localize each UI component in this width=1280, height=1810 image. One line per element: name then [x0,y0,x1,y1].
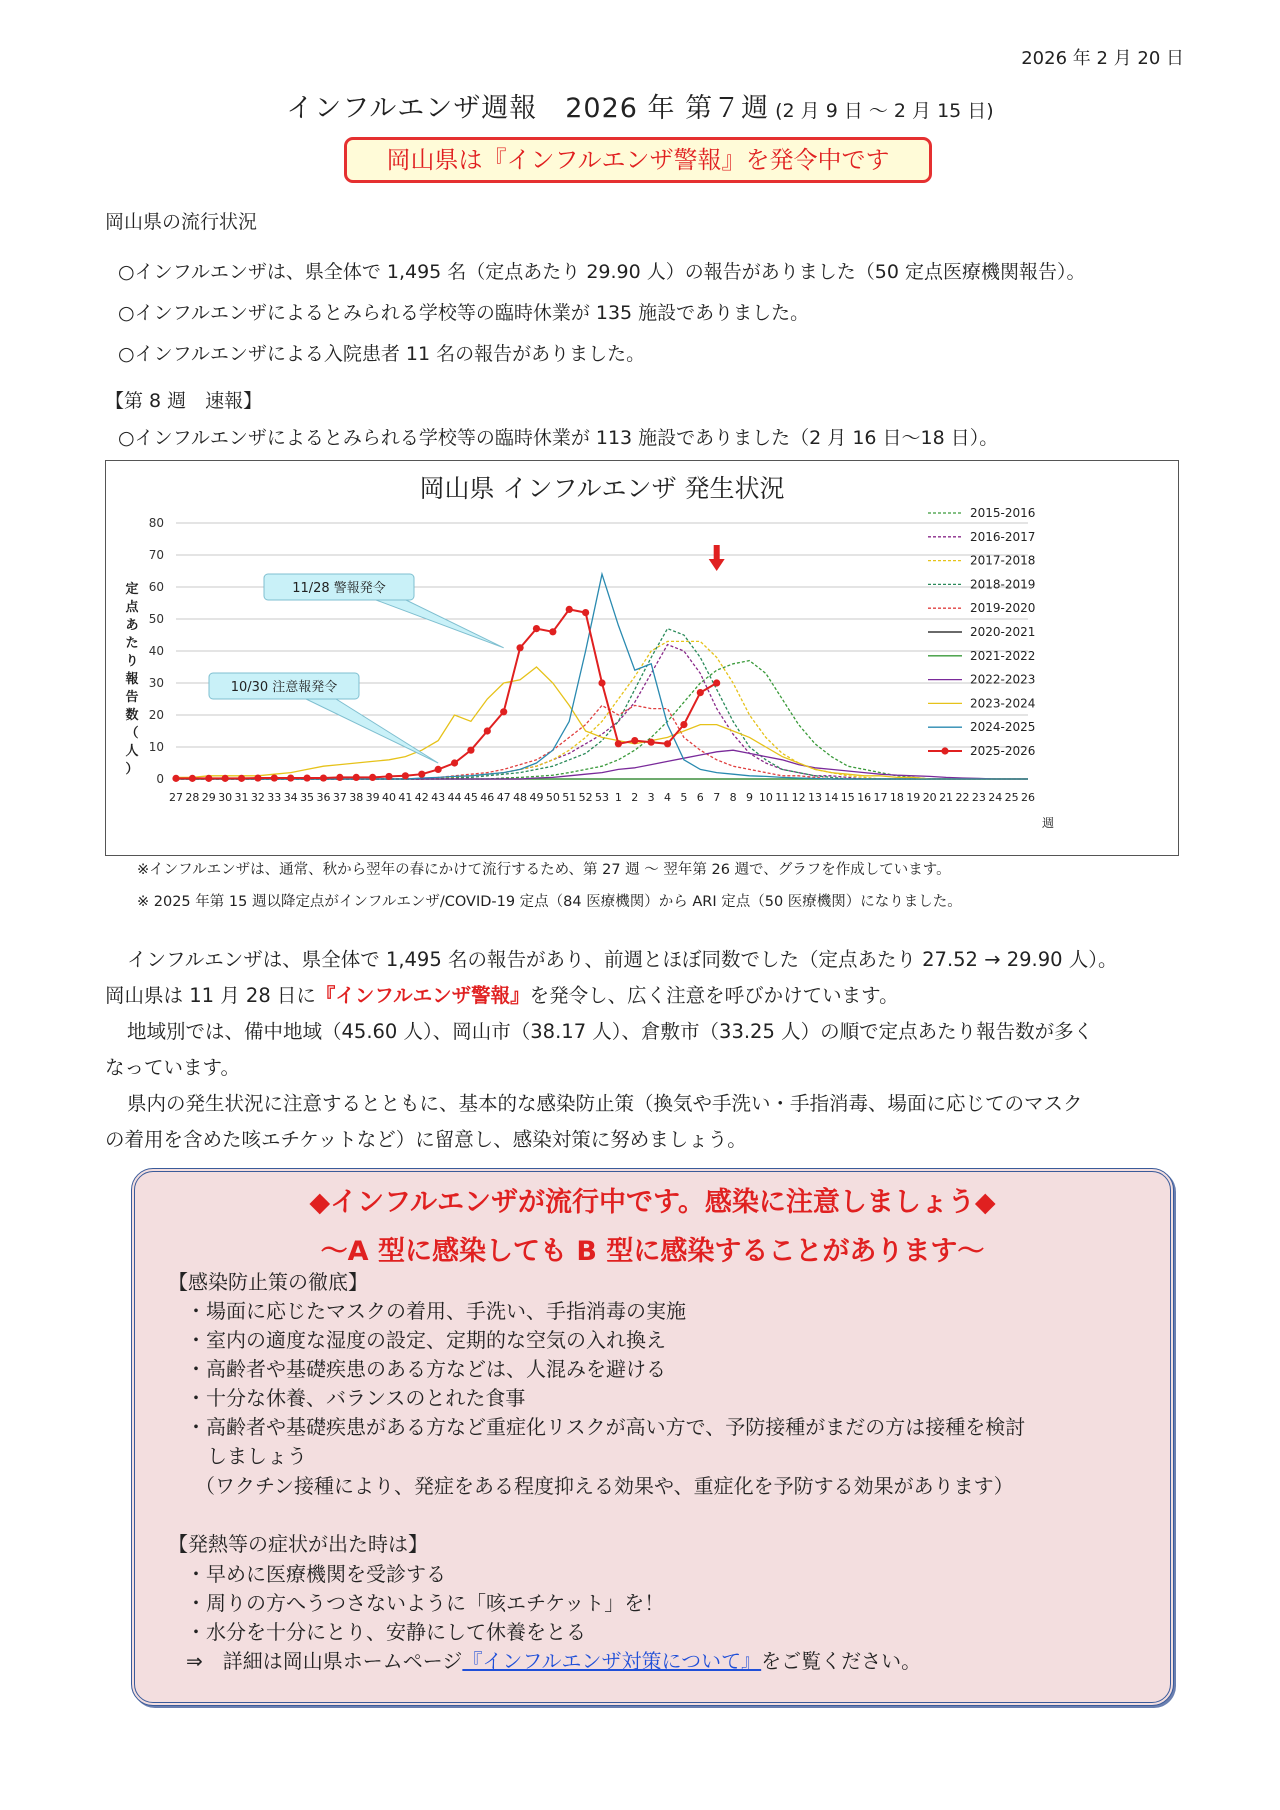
notice-box [131,1168,1174,1706]
influenza-measures-link[interactable]: 『インフルエンザ対策について』 [462,1649,762,1673]
title-period: (2 月 9 日 〜 2 月 15 日) [775,100,994,122]
legend-label: 2018-2019 [970,577,1036,592]
x-tick-label: 45 [463,791,478,804]
prevention-item: ・高齢者や基礎疾患がある方など重症化リスクが高い方で、予防接種がまだの方は接種を検討 [186,1415,1026,1439]
data-point-2025-2026 [287,774,294,781]
x-tick-label: 18 [889,791,904,804]
y-tick-label: 40 [148,644,164,658]
callout-tail [376,600,504,648]
warning-banner: 岡山県は『インフルエンザ警報』を発令中です [344,137,932,183]
callout-text: 10/30 注意報発令 [230,680,338,695]
y-axis-label-char: 点 [125,600,139,615]
x-tick-label: 14 [824,791,839,804]
legend-marker [941,747,948,754]
series-line-2019-2020 [176,705,1028,779]
summary-p1: インフルエンザは、県全体で 1,495 名の報告があり、前週とほぼ同数でした（定点あたり 27.52 → 29.90 人）。 [127,948,1118,971]
y-tick-label: 0 [156,772,164,786]
data-point-2025-2026 [402,772,409,779]
prevention-item: ・十分な休養、バランスのとれた食事 [186,1386,526,1410]
x-tick-label: 24 [988,791,1003,804]
alert-name: 『インフルエンザ警報』 [315,984,530,1007]
x-tick-label: 12 [791,791,806,804]
summary-p4a: 県内の発生状況に注意するとともに、基本的な感染防止策（換気や手洗い・手指消毒、場面に応じてのマスク [127,1092,1083,1115]
data-point-2025-2026 [566,606,573,613]
summary-p2-c: を発令し、広く注意を呼びかけています。 [529,984,899,1007]
x-tick-label: 11 [775,791,790,804]
x-tick-label: 21 [939,791,954,804]
flash-item: ○インフルエンザによるとみられる学校等の臨時休業が 113 施設でありました（2 月 16 日〜18 日）。 [118,427,999,449]
x-tick-label: 23 [971,791,986,804]
detail-line [186,1647,921,1676]
x-tick-label: 29 [201,791,216,804]
x-tick-label: 52 [578,791,593,804]
x-tick-label: 16 [857,791,872,804]
summary-text [105,942,1195,1158]
current-week-arrow-shaft [714,545,720,559]
x-tick-label: 26 [1021,791,1035,804]
issue-date: 2026 年 2 月 20 日 [1021,48,1184,69]
legend-label: 2025-2026 [970,744,1036,758]
x-tick-label: 7 [713,791,721,804]
data-point-2025-2026 [271,774,278,781]
page-title [0,86,1280,125]
legend-label: 2019-2020 [970,601,1036,616]
data-point-2025-2026 [713,679,720,686]
y-axis-label-char: 報 [125,672,139,687]
x-tick-label: 15 [840,791,855,804]
y-axis-label-char: た [125,636,139,651]
x-tick-label: 1 [614,791,622,804]
summary-p3a: 地域別では、備中地域（45.60 人）、岡山市（38.17 人）、倉敷市（33.25 人）の順で定点あたり報告数が多く [127,1020,1094,1043]
prevention-item: ・室内の適度な湿度の設定、定期的な空気の入れ換え [186,1328,666,1352]
data-point-2025-2026 [189,775,196,782]
x-tick-label: 10 [758,791,773,804]
legend-label: 2016-2017 [970,529,1036,544]
x-tick-label: 46 [480,791,495,804]
data-point-2025-2026 [549,628,556,635]
data-point-2025-2026 [582,609,589,616]
status-heading: 岡山県の流行状況 [105,211,258,233]
legend-label: 2020-2021 [970,625,1036,639]
legend-label: 2021-2022 [970,648,1036,663]
y-tick-label: 30 [148,676,164,690]
data-point-2025-2026 [336,774,343,781]
y-axis-label-char: （ [125,726,139,741]
y-axis-label-char: 告 [125,690,139,705]
data-point-2025-2026 [172,775,179,782]
x-tick-label: 3 [647,791,655,804]
chart-frame [105,460,1179,856]
x-tick-label: 51 [562,791,577,804]
data-point-2025-2026 [516,644,523,651]
y-axis-label-char: 定 [125,582,139,597]
prevention-item-cont: しましょう [207,1444,307,1468]
x-tick-label: 19 [906,791,921,804]
x-tick-label: 5 [680,791,688,804]
y-tick-label: 10 [148,740,164,754]
x-tick-label: 20 [922,791,937,804]
y-axis-label-char: 数 [125,708,139,723]
callout-tail [306,699,438,763]
series-line-2016-2017 [176,645,1028,779]
callout-text: 11/28 警報発令 [292,581,386,596]
y-axis-label-char: あ [125,618,139,633]
data-point-2025-2026 [680,721,687,728]
data-point-2025-2026 [631,737,638,744]
status-item-3: ○インフルエンザによる入院患者 11 名の報告がありました。 [118,343,646,365]
status-item-2: ○インフルエンザによるとみられる学校等の臨時休業が 135 施設でありました。 [118,302,810,324]
data-point-2025-2026 [664,740,671,747]
x-tick-label: 40 [382,791,396,804]
data-point-2025-2026 [467,747,474,754]
data-point-2025-2026 [648,739,655,746]
x-tick-label: 34 [283,791,298,804]
summary-p4b: の着用を含めた咳エチケットなど）に留意し、感染対策に努めましょう。 [105,1128,747,1151]
symptom-item: ・水分を十分にとり、安静にして休養をとる [186,1620,586,1644]
y-tick-label: 20 [148,708,164,722]
x-tick-label: 28 [185,791,200,804]
x-tick-label: 22 [955,791,970,804]
data-point-2025-2026 [500,708,507,715]
x-axis-label: 週 [1041,816,1055,830]
y-tick-label: 60 [148,580,164,594]
y-axis-label-char: 人 [125,744,139,759]
x-tick-label: 30 [218,791,233,804]
x-tick-label: 47 [496,791,511,804]
x-tick-label: 33 [267,791,282,804]
notice-subtitle: 〜A 型に感染しても B 型に感染することがあります〜 [320,1236,985,1267]
x-tick-label: 50 [545,791,560,804]
x-tick-label: 35 [300,791,315,804]
data-point-2025-2026 [451,759,458,766]
symptom-item: ・周りの方へうつさないように「咳エチケット」を！ [186,1591,665,1615]
data-point-2025-2026 [205,775,212,782]
legend-label: 2023-2024 [970,696,1036,711]
chart-note-1: ※インフルエンザは、通常、秋から翌年の春にかけて流行するため、第 27 週 〜 翌年第 26 週で、グラフを作成しています。 [137,862,951,878]
influenza-chart [106,461,1178,855]
detail-suffix: をご覧ください。 [761,1649,922,1673]
x-tick-label: 25 [1004,791,1019,804]
chart-title: 岡山県 インフルエンザ 発生状況 [419,474,785,503]
data-point-2025-2026 [303,774,310,781]
x-tick-label: 44 [447,791,462,804]
summary-p2 [105,978,1195,1014]
series-line-2022-2023 [176,750,1028,779]
x-tick-label: 39 [365,791,380,804]
data-point-2025-2026 [320,774,327,781]
x-tick-label: 9 [745,791,753,804]
y-tick-label: 80 [148,516,164,530]
data-point-2025-2026 [418,771,425,778]
detail-prefix: ⇒ 詳細は岡山県ホームページ [186,1649,463,1673]
x-tick-label: 17 [873,791,888,804]
x-tick-label: 31 [234,791,249,804]
x-tick-label: 38 [349,791,364,804]
legend-label: 2017-2018 [970,553,1036,568]
data-point-2025-2026 [615,740,622,747]
status-item-1: ○インフルエンザは、県全体で 1,495 名（定点あたり 29.90 人）の報告がありました（50 定点医療機関報告）。 [118,261,1086,283]
summary-p3b: なっています。 [105,1056,240,1079]
data-point-2025-2026 [533,625,540,632]
data-point-2025-2026 [238,775,245,782]
y-axis-label-char: ） [125,762,139,777]
flash-heading: 【第 8 週 速報】 [105,390,263,412]
title-main: インフルエンザ週報 2026 年 第７週 [286,93,770,124]
data-point-2025-2026 [222,775,229,782]
current-week-arrow-icon [709,559,725,571]
summary-p2-a: 岡山県は 11 月 28 日に [105,984,316,1007]
legend-label: 2015-2016 [970,506,1036,520]
symptom-item: ・早めに医療機関を受診する [186,1562,446,1586]
x-tick-label: 2 [631,791,639,804]
notice-title: ◆インフルエンザが流行中です。感染に注意しましょう◆ [309,1187,996,1218]
x-tick-label: 49 [529,791,544,804]
x-tick-label: 36 [316,791,331,804]
vaccine-note: （ワクチン接種により、発症をある程度抑える効果や、重症化を予防する効果があります） [195,1474,1014,1498]
chart-note-2: ※ 2025 年第 15 週以降定点がインフルエンザ/COVID-19 定点（84 医療機関）から ARI 定点（50 医療機関）になりました。 [137,894,962,910]
x-tick-label: 6 [696,791,704,804]
x-tick-label: 37 [332,791,347,804]
data-point-2025-2026 [435,766,442,773]
data-point-2025-2026 [254,774,261,781]
y-axis-label-char: り [125,654,139,669]
y-tick-label: 50 [148,612,164,626]
data-point-2025-2026 [484,727,491,734]
prevention-item: ・場面に応じたマスクの着用、手洗い、手指消毒の実施 [186,1299,686,1323]
legend-label: 2024-2025 [970,720,1036,735]
data-point-2025-2026 [697,689,704,696]
x-tick-label: 41 [398,791,413,804]
series-line-2017-2018 [176,641,1028,779]
data-point-2025-2026 [353,774,360,781]
x-tick-label: 32 [250,791,265,804]
x-tick-label: 42 [414,791,429,804]
x-tick-label: 43 [431,791,446,804]
x-tick-label: 27 [169,791,183,804]
prevention-heading: 【感染防止策の徹底】 [168,1270,368,1294]
symptom-heading: 【発熱等の症状が出た時は】 [168,1532,428,1556]
x-tick-label: 48 [513,791,528,804]
data-point-2025-2026 [369,774,376,781]
x-tick-label: 13 [808,791,822,804]
data-point-2025-2026 [598,679,605,686]
y-tick-label: 70 [148,548,164,562]
x-tick-label: 53 [595,791,609,804]
data-point-2025-2026 [385,773,392,780]
x-tick-label: 8 [729,791,737,804]
prevention-item: ・高齢者や基礎疾患のある方などは、人混みを避ける [186,1357,666,1381]
x-tick-label: 4 [664,791,672,804]
legend-label: 2022-2023 [970,672,1036,687]
